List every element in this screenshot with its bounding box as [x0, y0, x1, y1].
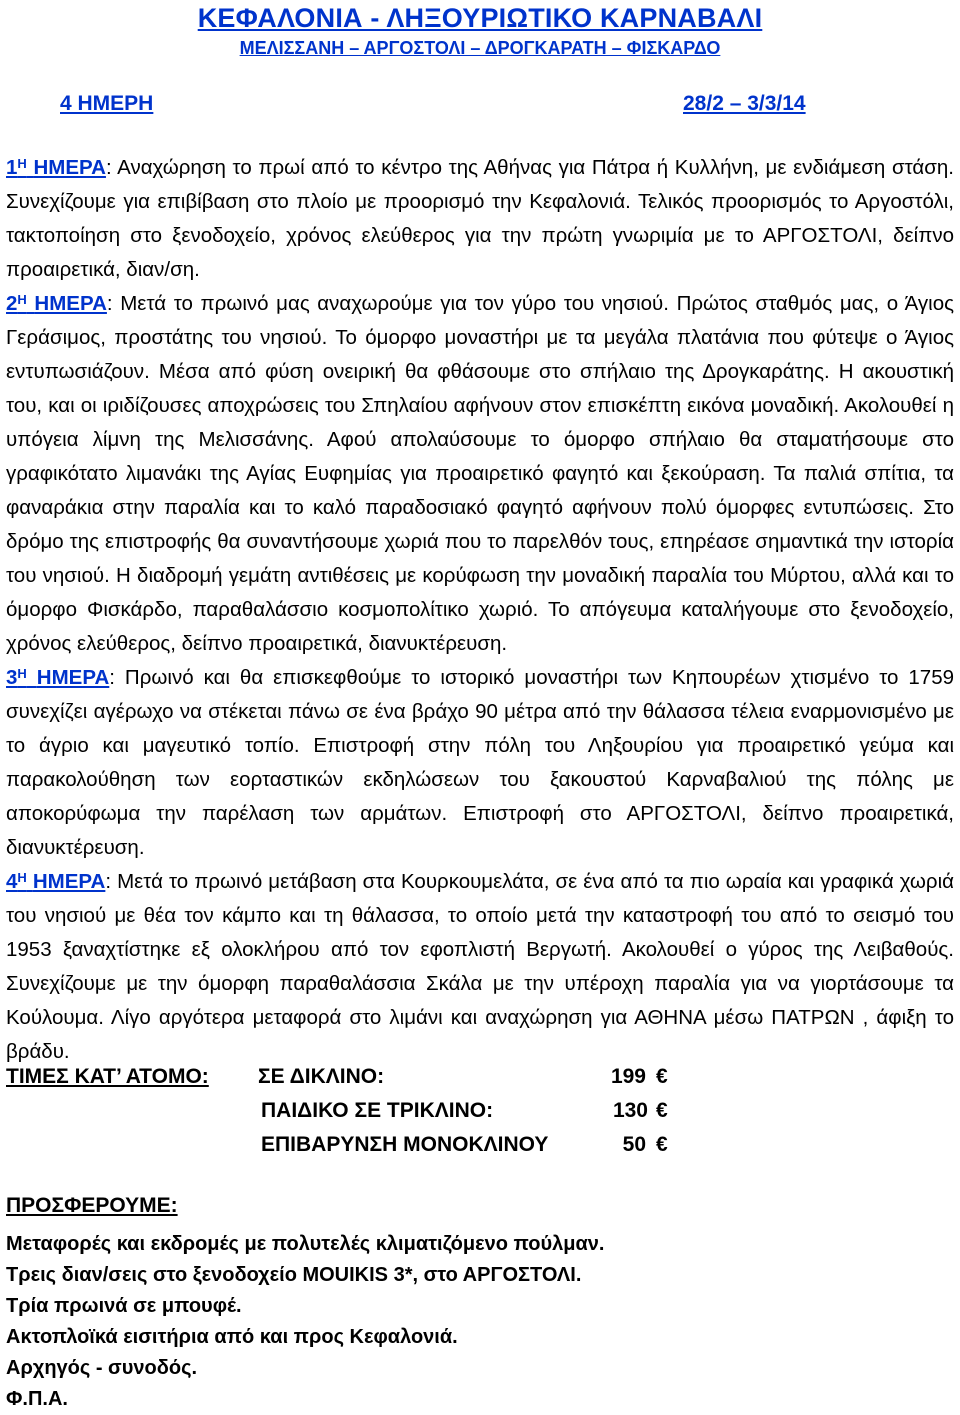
offers-list — [6, 1229, 604, 1415]
price-value: 130 — [612, 1099, 648, 1122]
ordinal-number: 4 — [6, 870, 18, 893]
list-item: Τρεις διαν/σεις στο ξενοδοχείο MOUIKIS 3*, στο ΑΡΓΟΣΤΟΛΙ. — [6, 1264, 582, 1286]
price-row — [6, 1065, 706, 1099]
ordinal-superscript: Η — [17, 666, 27, 681]
offers-heading: ΠΡΟΣΦΕΡΟΥΜΕ: — [6, 1194, 178, 1217]
ordinal-number: 1 — [6, 156, 18, 179]
list-item: Ακτοπλοϊκά εισιτήρια από και προς Κεφαλονιά. — [6, 1326, 458, 1348]
price-row — [6, 1099, 706, 1133]
price-value: 50 — [622, 1133, 646, 1156]
day-1-paragraph — [6, 151, 954, 287]
itinerary — [6, 151, 954, 1069]
prices-heading: ΤΙΜΕΣ ΚΑΤ’ ΑΤΟΜΟ: — [6, 1065, 209, 1088]
day-2-paragraph — [6, 287, 954, 661]
price-row — [6, 1133, 706, 1167]
price-value: 199 — [610, 1065, 646, 1088]
list-item: Μεταφορές και εκδρομές με πολυτελές κλιματιζόμενο πούλμαν. — [6, 1233, 605, 1255]
price-label: ΕΠΙΒΑΡΥΝΣΗ ΜΟΝΟΚΛΙΝΟΥ — [261, 1133, 549, 1156]
day-1-label — [6, 156, 106, 179]
ordinal-number: 3 — [6, 666, 18, 689]
day-3-text: : Πρωινό και θα επισκεφθούμε το ιστορικό μοναστήρι των Κηπουρέων χτισμένο το 1759 συνεχίζει αγέρωχο να στέκεται πάνω σε ένα βράχο 90 μέτρα από την θάλασσα τέλεια εναρμονισμένο με το άγριο και μαγευτικό τοπίο. Επιστροφή στην πόλη του Ληξουρίου για προαιρετικό γεύμα και παρακολούθηση των εορταστικών εκδηλώσεων του ξακουστού Καρναβαλιού της πόλης με αποκορύφωμα την παρέλαση των αρμάτων. Επιστροφή στο ΑΡΓΟΣΤΟΛΙ, δείπνο προαιρετικά, διανυκτέρευση. — [6, 666, 954, 859]
document-title: ΚΕΦΑΛΟΝΙΑ - ΛΗΞΟΥΡΙΩΤΙΚΟ ΚΑΡΝΑΒΑΛΙ — [197, 3, 763, 33]
ordinal-superscript: Η — [17, 292, 27, 307]
day-3-label — [6, 666, 109, 689]
euro-icon: € — [656, 1133, 668, 1156]
euro-icon: € — [656, 1099, 668, 1122]
ordinal-number: 2 — [6, 292, 18, 315]
day-word: ΗΜΕΡΑ — [34, 292, 107, 315]
ordinal-superscript: Η — [17, 156, 27, 171]
list-item: Φ.Π.Α. — [6, 1388, 68, 1410]
day-4-paragraph — [6, 865, 954, 1069]
list-item: Τρία πρωινά σε μπουφέ. — [6, 1295, 242, 1317]
price-label: ΠΑΙΔΙΚΟ ΣΕ ΤΡΙΚΛΙΝΟ: — [261, 1099, 494, 1122]
ordinal-superscript: Η — [17, 870, 27, 885]
route-subtitle: ΜΕΛΙΣΣΑΝΗ – ΑΡΓΟΣΤΟΛΙ – ΔΡΟΓΚΑΡΑΤΗ – ΦΙΣΚΑΡΔΟ — [239, 38, 721, 58]
day-word: ΗΜΕΡΑ — [36, 666, 110, 689]
day-2-label — [6, 292, 107, 315]
euro-icon: € — [656, 1065, 668, 1088]
list-item: Αρχηγός - συνοδός. — [6, 1357, 198, 1379]
trip-duration: 4 ΗΜΕΡΗ — [60, 92, 154, 115]
day-3-paragraph — [6, 661, 954, 865]
price-label: ΣΕ ΔΙΚΛΙΝΟ: — [258, 1065, 385, 1088]
day-word: ΗΜΕΡΑ — [32, 870, 106, 893]
day-2-text: : Μετά το πρωινό μας αναχωρούμε για τον γύρο του νησιού. Πρώτος σταθμός μας, ο Άγιος Γεράσιμος, προστάτης του νησιού. Το όμορφο μοναστήρι με τα μεγάλα πλατάνια που φύτεψε ο Άγιος εντυπωσιάζουν. Μέσα από φύση ονειρική θα φθάσουμε στο σπήλαιο της Δρογκαράτης. Η ακουστική του, και οι ιριδίζουσες αποχρώσεις του Σπηλαίου αφήνουν στον επισκέπτη εικόνα μοναδική. Ακολουθεί η υπόγεια λίμνη της Μελισσάνης. Αφού απολαύσουμε το όμορφο σπήλαιο θα σταματήσουμε στο γραφικότατο λιμανάκι της Αγίας Ευφημίας για προαιρετικό φαγητό και ξεκούραση. Τα παλιά σπίτια, τα φαναράκια στην παραλία και το καλό παραδοσιακό φαγητό αφήνουν πολύ όμορφες εντυπώσεις. Στο δρόμο της επιστροφής θα συναντήσουμε χωριά που το παρελθόν τους, επηρέασε σημαντικά την ιστορία του νησιού. Η διαδρομή γεμάτη αντιθέσεις με κορύφωση την μοναδική παραλία του Μύρτου, αλλά και το όμορφο Φισκάρδο, παραθαλάσσιο κοσμοπολίτικο χωριό. Το απόγευμα καταλήγουμε στο ξενοδοχείο, χρόνος ελεύθερος, δείπνο προαιρετικά, διανυκτέρευση. — [6, 292, 954, 655]
day-1-text: : Αναχώρηση το πρωί από το κέντρο της Αθήνας για Πάτρα ή Κυλλήνη, με ενδιάμεση στάση. Συνεχίζουμε για επιβίβαση στο πλοίο με προορισμό την Κεφαλονιά. Τελικός προορισμός το Αργοστόλι, τακτοποίηση στο ξενοδοχείο, χρόνος ελεύθερος για την πρώτη γνωριμία με το ΑΡΓΟΣΤΟΛΙ, δείπνο προαιρετικά, διαν/ση. — [6, 156, 955, 281]
trip-dates: 28/2 – 3/3/14 — [683, 92, 806, 115]
day-4-label — [6, 870, 105, 893]
day-word: ΗΜΕΡΑ — [33, 156, 106, 179]
day-4-text: : Μετά το πρωινό μετάβαση στα Κουρκουμελάτα, σε ένα από τα πιο ωραία και γραφικά χωριά του νησιού με θέα τον κάμπο και τη θάλασσα, το οποίο μετά την καταστροφή του από το σεισμό του 1953 ξαναχτίστηκε εξ ολοκλήρου από τον εφοπλιστή Βεργωτή. Ακολουθεί ο γύρος της Λειβαθούς. Συνεχίζουμε με την όμορφη παραθαλάσσια Σκάλα με την υπέροχη παραλία για να γιορτάσουμε τα Κούλουμα. Λίγο αργότερα μεταφορά στο λιμάνι και αναχώρηση για ΑΘΗΝΑ μέσω ΠΑΤΡΩΝ , άφιξη το βράδυ. — [6, 870, 954, 1063]
